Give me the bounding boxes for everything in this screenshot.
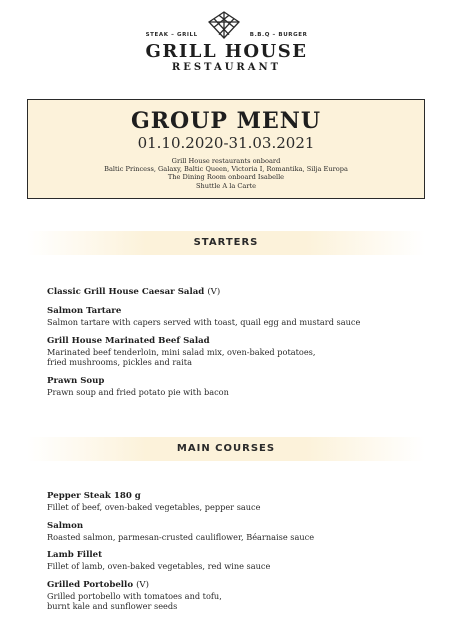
menu-item-description: Fillet of lamb, oven-baked vegetables, red wine sauce: [47, 561, 271, 571]
venue-info-line: Shuttle A la Carte: [195, 181, 257, 190]
menu-item-name: Salmon: [47, 520, 84, 531]
section-heading-starters: STARTERS: [27, 231, 425, 255]
logo-tagline-left: STEAK – GRILL: [145, 32, 198, 38]
section-heading-main-courses: MAIN COURSES: [27, 437, 425, 461]
menu-item: [47, 491, 437, 513]
menu-item-description: Salmon tartare with capers served with toast, quail egg and mustard sauce: [47, 317, 361, 327]
menu-item-description: Roasted salmon, parmesan-crusted cauliflower, Béarnaise sauce: [47, 531, 315, 542]
menu-item-description: burnt kale and sunflower seeds: [47, 601, 178, 611]
menu-item: [47, 287, 437, 298]
menu-item-name: Lamb Fillet: [47, 550, 103, 560]
menu-item-description: Fillet of beef, oven-baked vegetables, pepper sauce: [47, 502, 261, 512]
group-menu-header: [27, 99, 425, 199]
menu-item: [47, 336, 437, 368]
menu-item-name: Prawn Soup: [47, 375, 105, 386]
menu-item-name: Salmon Tartare: [47, 306, 122, 316]
menu-item-description: Grilled portobello with tomatoes and tofu,: [47, 590, 222, 601]
brand-subtitle: RESTAURANT: [171, 62, 282, 73]
venue-info: [28, 157, 424, 190]
menu-item-name: Grill House Marinated Beef Salad: [47, 335, 210, 346]
venue-info-line: Grill House restaurants onboard: [171, 157, 281, 165]
menu-item-description: Prawn soup and fried potato pie with bacon: [47, 386, 229, 397]
brand-name: GRILL HOUSE: [145, 41, 308, 62]
menu-item: [47, 550, 437, 572]
vegetarian-tag: (V): [207, 287, 221, 297]
starters-list: [47, 287, 437, 405]
main-courses-list: [47, 491, 437, 620]
restaurant-logo: [0, 8, 453, 74]
grill-grate-icon: [206, 10, 242, 42]
logo-tagline-right: B.B.Q – BURGER: [249, 32, 308, 38]
menu-item: [47, 306, 437, 328]
venue-info-line: The Dining Room onboard Isabelle: [167, 173, 285, 182]
menu-item-name: Grilled Portobello: [47, 579, 134, 590]
menu-item: [47, 580, 437, 612]
menu-item-name: Classic Grill House Caesar Salad: [47, 287, 205, 297]
menu-item-name: Pepper Steak 180 g: [47, 491, 141, 501]
venue-info-line: Baltic Princess, Galaxy, Baltic Queen, Victoria I, Romantika, Silja Europa: [104, 165, 348, 174]
menu-item: [47, 521, 437, 543]
menu-item-description: Marinated beef tenderloin, mini salad mix, oven-baked potatoes,: [47, 346, 316, 357]
menu-item: [47, 376, 437, 398]
validity-dates: 01.10.2020-31.03.2021: [137, 134, 315, 152]
page-title: GROUP MENU: [130, 108, 322, 134]
menu-item-description: fried mushrooms, pickles and raita: [47, 357, 192, 367]
vegetarian-tag: (V): [136, 579, 149, 590]
